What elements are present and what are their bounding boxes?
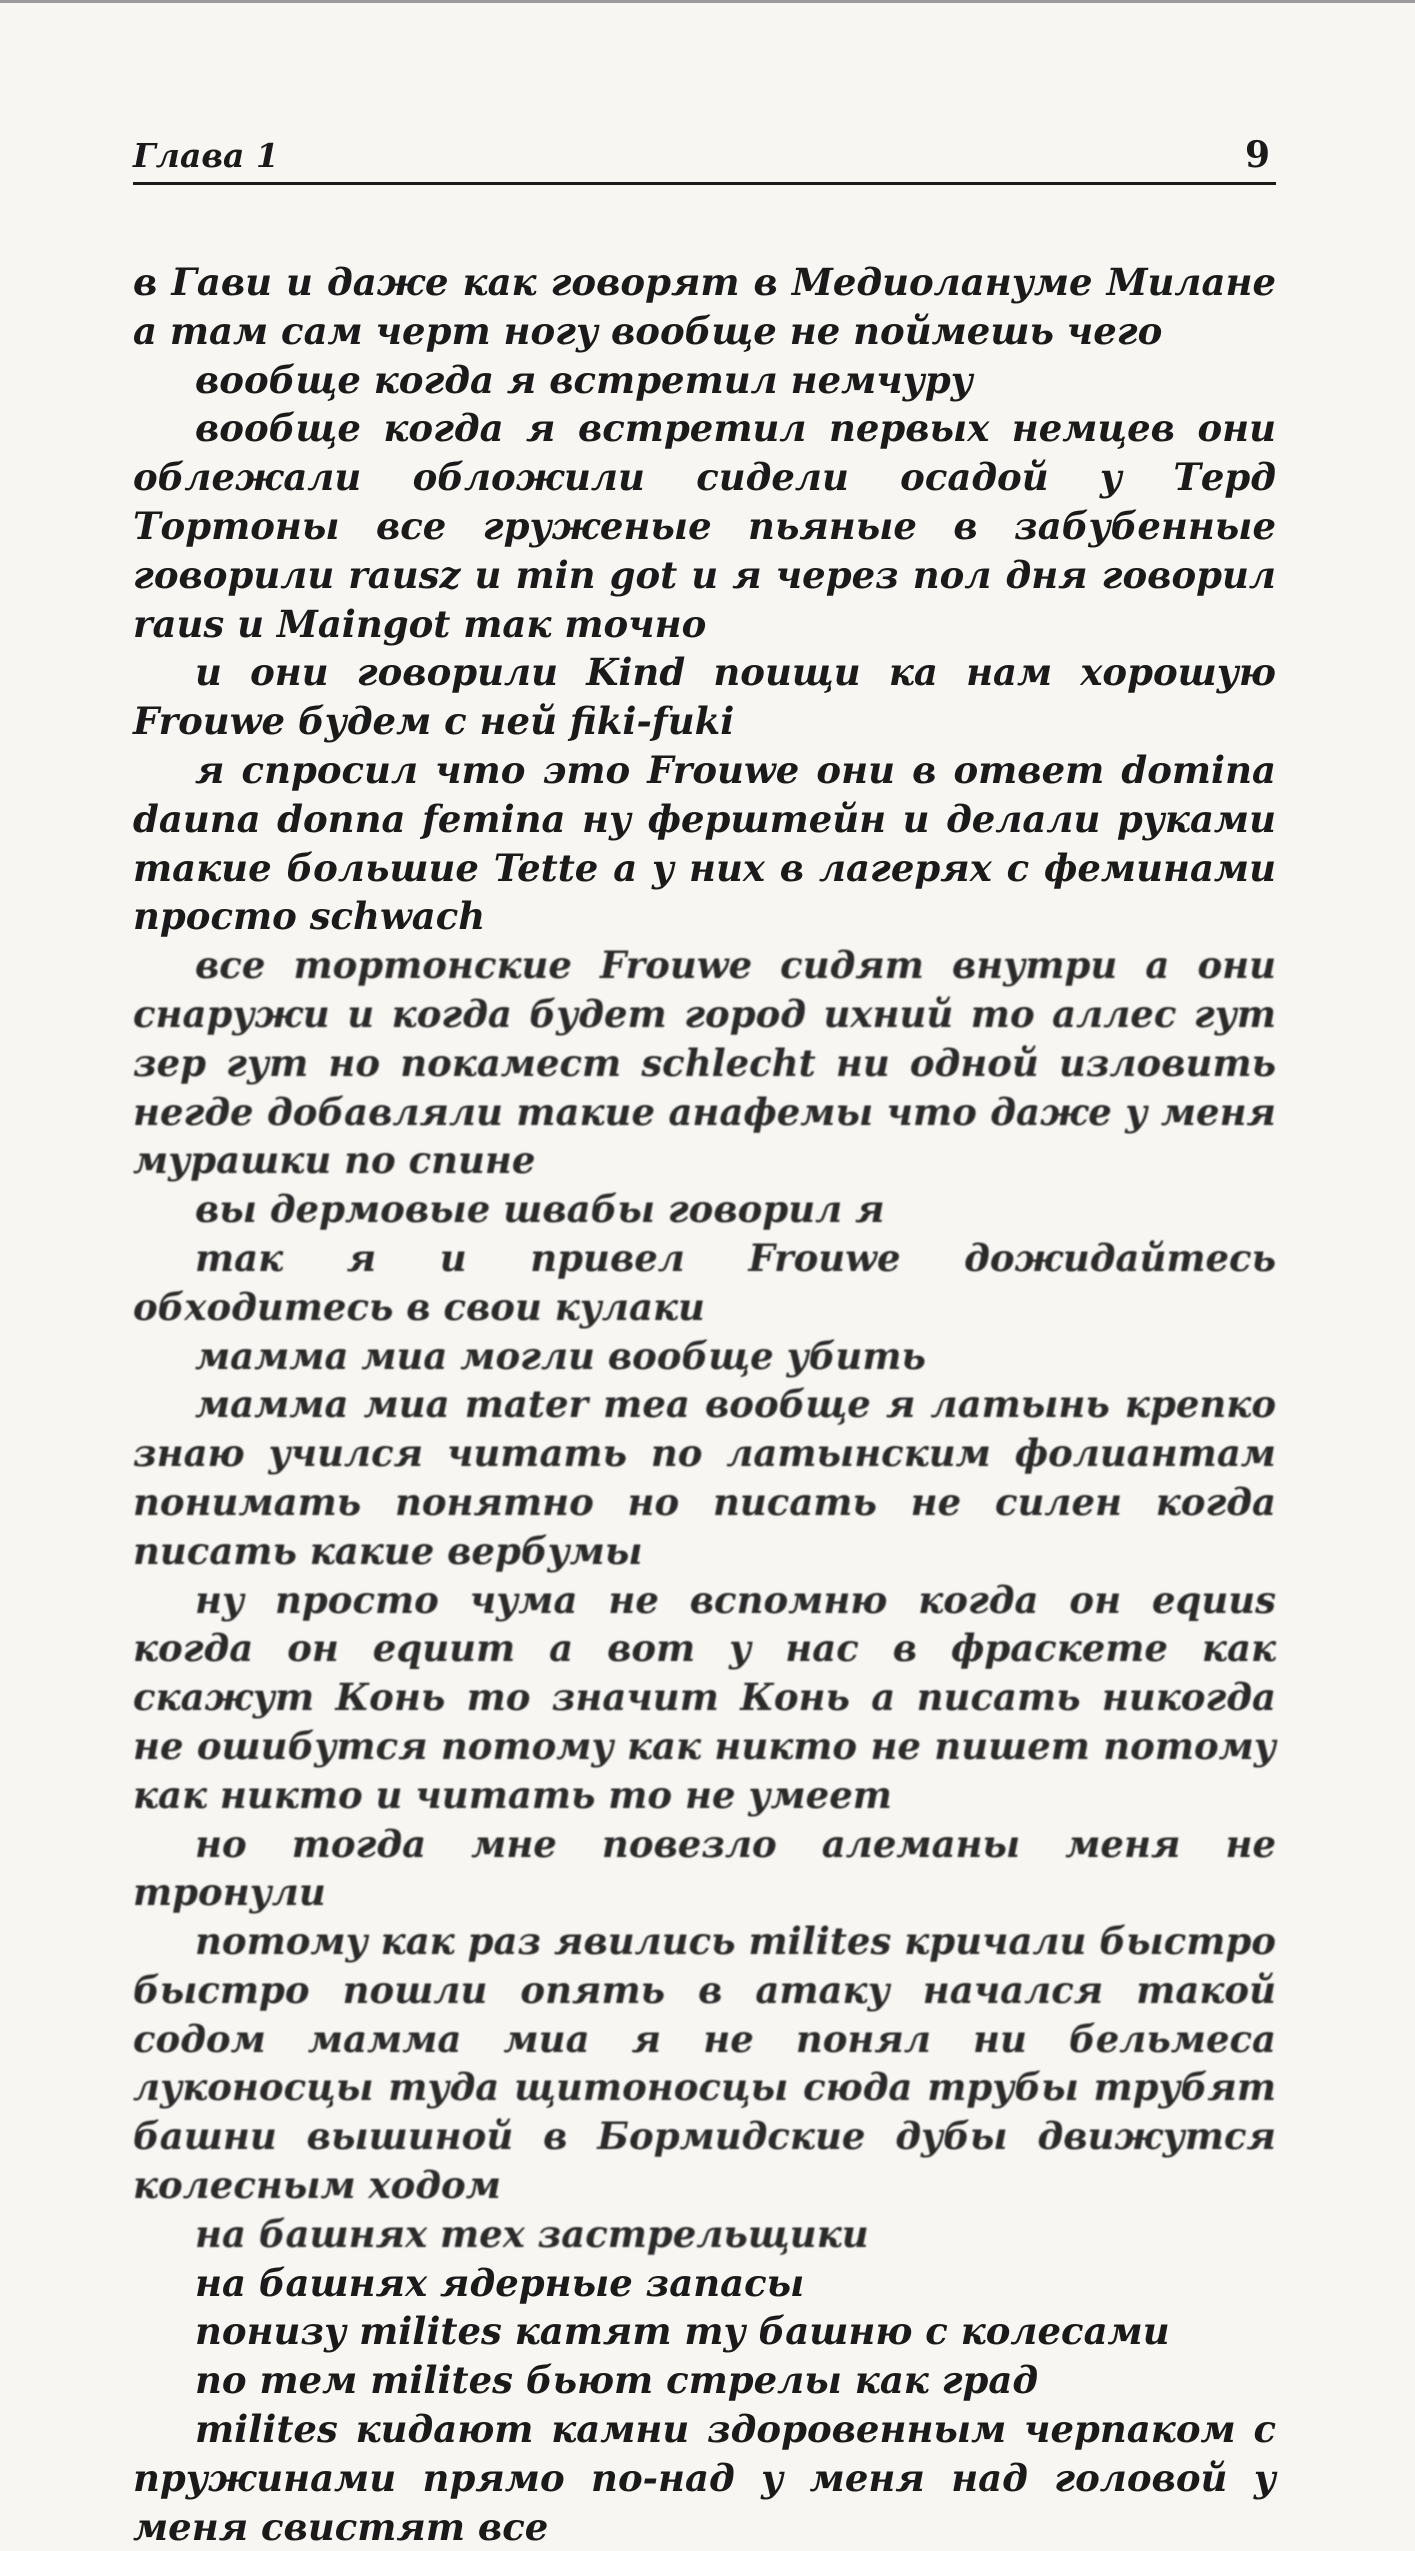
paragraph: мамма миа mater mea вообще я латынь крепко знаю учился читать по латынским фолиантам понимать понятно но писать не силен когда писать какие вербумы	[133, 1382, 1276, 1573]
top-border	[0, 0, 1415, 3]
chapter-title: Глава 1	[133, 136, 279, 175]
paragraph: и они говорили Kind поищи ка нам хорошую Frouwe будем с ней fiki-fuki	[133, 650, 1276, 744]
paragraph: вообще когда я встретил немчуру	[195, 357, 973, 402]
paragraph: ну просто чума не вспомню когда он equus когда он equит а вот у нас в фраскете как скажут Конь то значит Конь а писать никогда не ошибутся потому как никто не пишет потому как никто и читать то не умеет	[133, 1577, 1276, 1817]
paragraph: milites кидают камни здоровенным черпаком с пружинами прямо по-над у меня над головой у меня свистят все	[133, 2407, 1276, 2549]
paragraph: в Гави и даже как говорят в Медиолануме Милане а там сам черт ногу вообще не поймешь чего	[133, 260, 1276, 353]
paragraph: по тем milites бьют стрелы как град	[195, 2358, 1039, 2403]
paragraph: понизу milites катят ту башню с колесами	[195, 2309, 1170, 2354]
paragraph: вообще когда я встретил первых немцев они облежали обложили сидели осадой у Терд Тортоны все груженые пьяные в забубенные говорили rausz и min got и я через пол дня говорил raus и Maingot так точно	[133, 406, 1276, 646]
paragraph: на башнях тех застрельщики	[195, 2211, 869, 2256]
paragraph: я спросил что это Frouwe они в ответ domina dauna donna femina ну ферштейн и делали руками такие большие Tette а у них в лагерях с феминами просто schwach	[133, 747, 1276, 939]
paragraph: потому как раз явились milites кричали быстро быстро пошли опять в атаку начался такой содом мамма миа я не понял ни бельмеса луконосцы туда щитоносцы сюда трубы трубят башни вышиной в Бормидские дубы движутся колесным ходом	[133, 1919, 1276, 2208]
page-number: 9	[1244, 134, 1270, 176]
paragraph: но тогда мне повезло алеманы меня не тронули	[133, 1821, 1276, 1915]
paragraph: все тортонские Frouwe сидят внутри а они снаружи и когда будет город ихний то аллес гут зер гут но покамест schlecht ни одной изловить негде добавляли такие анафемы что даже у меня мурашки по спине	[133, 943, 1276, 1183]
running-header	[133, 126, 1276, 185]
paragraph: мамма миа могли вообще убить	[195, 1333, 926, 1378]
paragraph: на башнях ядерные запасы	[195, 2260, 805, 2305]
paragraph: так я и привел Frouwe дожидайтесь обходитесь в свои кулаки	[133, 1235, 1276, 1329]
paragraph: вы дермовые швабы говорил я	[195, 1187, 885, 1232]
page-body	[133, 258, 1276, 2551]
